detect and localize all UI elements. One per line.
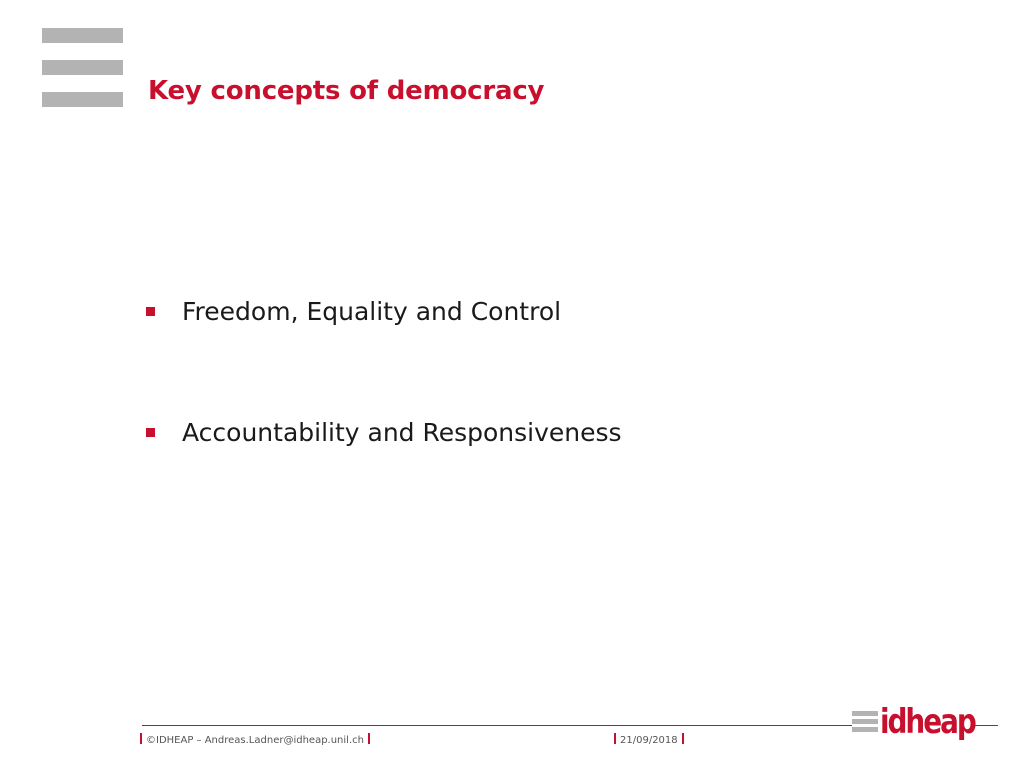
corner-bar-top (42, 28, 123, 43)
bullet-list (146, 294, 622, 536)
corner-bar-middle (42, 60, 123, 75)
bullet-text: Freedom, Equality and Control (182, 297, 562, 326)
footer-pipe-icon (614, 733, 616, 744)
bullet-item-freedom (146, 294, 622, 330)
corner-bars-decoration (42, 28, 123, 107)
corner-bar-bottom (42, 92, 123, 107)
footer-pipe-icon (682, 733, 684, 744)
bullet-square-icon (146, 428, 155, 437)
footer-author-text: ©IDHEAP – Andreas.Ladner@idheap.unil.ch (146, 735, 364, 746)
footer-divider (142, 725, 852, 726)
footer-pipe-icon (368, 733, 370, 744)
logo-bars-icon (852, 711, 878, 733)
footer-author (136, 733, 374, 748)
footer-pipe-icon (140, 733, 142, 744)
slide-title: Key concepts of democracy (148, 76, 545, 106)
bullet-square-icon (146, 307, 155, 316)
bullet-text: Accountability and Responsiveness (182, 418, 622, 447)
idheap-logo (852, 700, 996, 744)
logo-wordmark: idheap (880, 702, 975, 742)
bullet-item-accountability (146, 415, 622, 451)
footer-date (610, 733, 688, 748)
footer-date-text: 21/09/2018 (620, 735, 678, 746)
